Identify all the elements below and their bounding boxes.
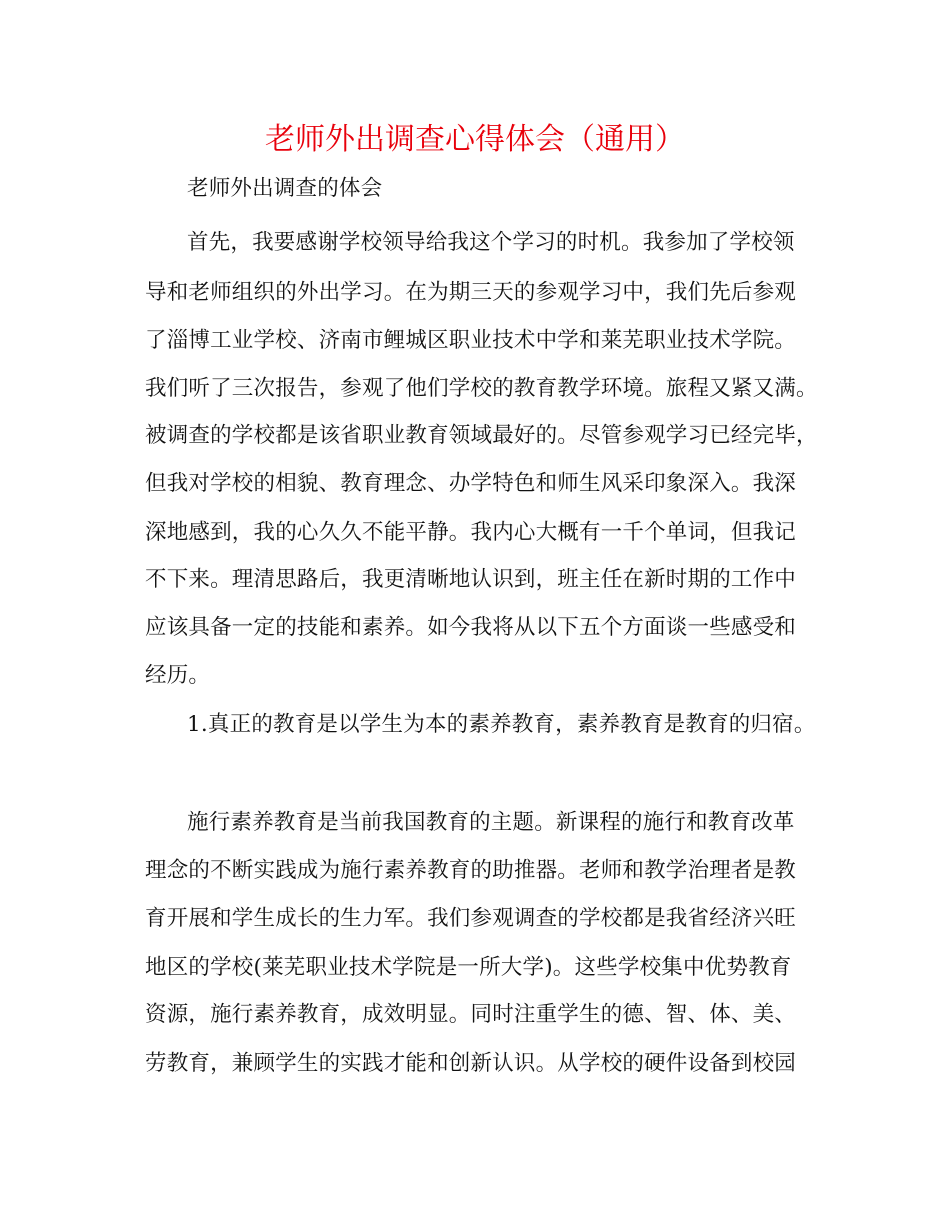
paragraph-line: 我们听了三次报告，参观了他们学校的教育教学环境。旅程又紧又满。 bbox=[145, 376, 818, 401]
paragraph-line: 理念的不断实践成为施行素养教育的助推器。老师和教学治理者是教 bbox=[145, 858, 797, 883]
paragraph-line: 被调查的学校都是该省职业教育领域最好的。尽管参观学习已经完毕， bbox=[145, 423, 818, 448]
paragraph-line: 施行素养教育是当前我国教育的主题。新课程的施行和教育改革 bbox=[187, 810, 795, 835]
document-title: 老师外出调查心得体会（通用） bbox=[265, 122, 685, 157]
paragraph-line: 不下来。理清思路后，我更清晰地认识到，班主任在新时期的工作中 bbox=[145, 567, 797, 592]
document-subtitle: 老师外出调查的体会 bbox=[187, 176, 383, 201]
paragraph-line: 首先，我要感谢学校领导给我这个学习的时机。我参加了学校领 bbox=[187, 230, 795, 255]
paragraph-line: 导和老师组织的外出学习。在为期三天的参观学习中，我们先后参观 bbox=[145, 280, 797, 305]
section-heading: 1.真正的教育是以学生为本的素养教育，素养教育是教育的归宿。 bbox=[187, 712, 816, 737]
paragraph-line: 资源，施行素养教育，成效明显。同时注重学生的德、智、体、美、 bbox=[145, 1002, 797, 1027]
paragraph-line: 地区的学校(莱芜职业技术学院是一所大学)。这些学校集中优势教育 bbox=[145, 955, 792, 980]
paragraph-line: 经历。 bbox=[145, 663, 211, 688]
paragraph-line: 了淄博工业学校、济南市鲤城区职业技术中学和莱芜职业技术学院。 bbox=[145, 328, 797, 353]
paragraph-line: 劳教育，兼顾学生的实践才能和创新认识。从学校的硬件设备到校园 bbox=[145, 1051, 797, 1076]
paragraph-line: 深地感到，我的心久久不能平静。我内心大概有一千个单词，但我记 bbox=[145, 520, 797, 545]
paragraph-line: 育开展和学生成长的生力军。我们参观调查的学校都是我省经济兴旺 bbox=[145, 906, 797, 931]
paragraph-line: 但我对学校的相貌、教育理念、办学特色和师生风采印象深入。我深 bbox=[145, 471, 797, 496]
paragraph-line: 应该具备一定的技能和素养。如今我将从以下五个方面谈一些感受和 bbox=[145, 615, 797, 640]
